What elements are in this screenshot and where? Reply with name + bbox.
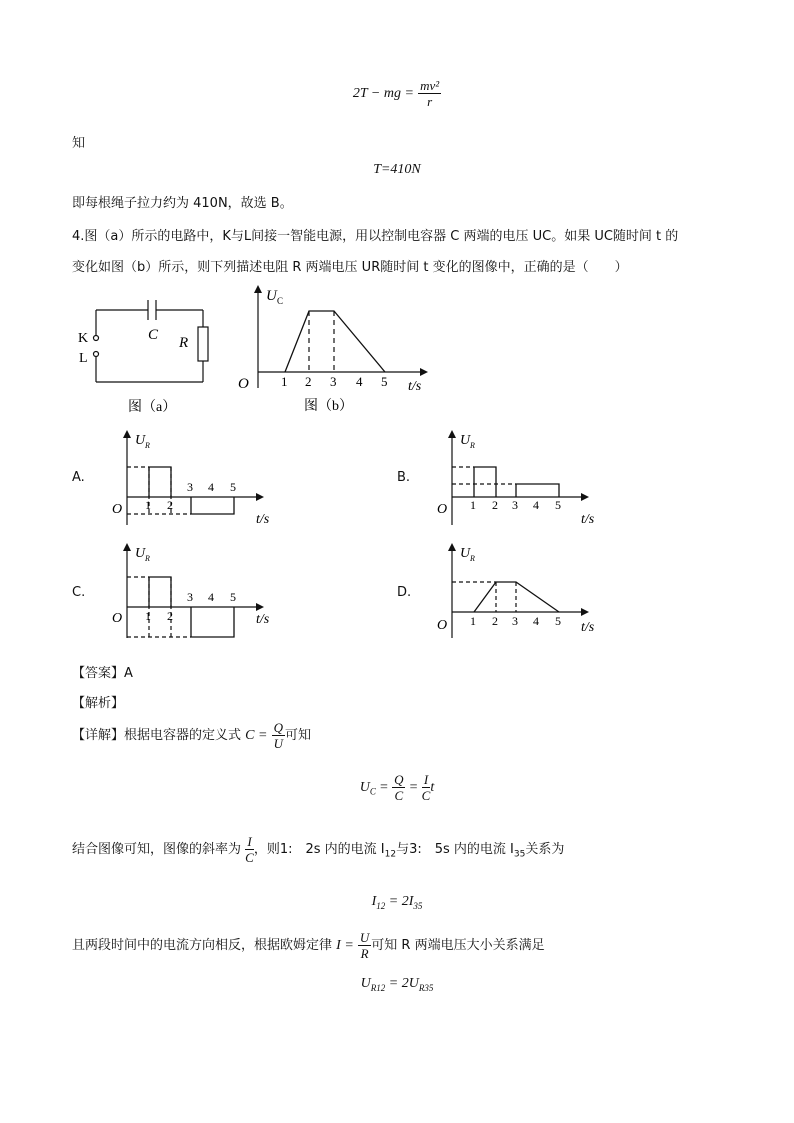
- eqU-mid: = 2U: [385, 976, 419, 991]
- tick-D-5: 5: [555, 614, 561, 628]
- ylabel-C-sub: R: [145, 554, 150, 563]
- answer-value: A: [124, 666, 133, 681]
- xlabel-B: t/s: [581, 512, 595, 527]
- ylabel-C: U: [135, 546, 146, 561]
- slope-text-2: ，则1: 2s 内的电流 I: [253, 842, 385, 857]
- ohm-text-2: 可知 R 两端电压大小关系满足: [371, 938, 545, 953]
- tick-D-3: 3: [512, 614, 518, 628]
- eqI-sub-2: 35: [413, 900, 423, 911]
- origin-B: O: [437, 502, 448, 517]
- detail-text-2: 可知: [285, 728, 312, 743]
- uc-t: t: [430, 780, 435, 795]
- ylabel-b: U: [266, 288, 277, 304]
- origin-C: O: [112, 611, 123, 626]
- question-line-1: 4.图（a）所示的电路中，K与L间接一智能电源，用以控制电容器 C 两端的电压 UC。如果 UC随时间 t 的: [72, 229, 679, 244]
- fraction-numerator: mv²: [420, 78, 440, 93]
- tick-b-2: 2: [305, 374, 312, 389]
- ohm-line: [72, 930, 545, 961]
- tick-B-2: 2: [492, 498, 498, 512]
- xlabel-b: t/s: [408, 379, 422, 394]
- tick-B-5: 5: [555, 498, 561, 512]
- equation-voltage: [0, 976, 794, 993]
- label-R: R: [179, 335, 189, 351]
- fraction-I-C-slope: [245, 834, 254, 865]
- eqI-lhs: I: [371, 894, 377, 909]
- tick-A-3: 3: [187, 480, 193, 494]
- eqU-sub-2: R35: [418, 982, 434, 993]
- fraction-Q-U: [272, 720, 285, 751]
- eqI-sub-1: 12: [376, 900, 386, 911]
- tick-D-4: 4: [533, 614, 539, 628]
- question-line-2: 变化如图（b）所示，则下列描述电阻 R 两端电压 UR随时间 t 变化的图像中，正确的是（ ）: [72, 260, 628, 275]
- option-A-label[interactable]: A.: [72, 470, 85, 485]
- tick-D-1: 1: [470, 614, 476, 628]
- analysis-tag: 【解析】: [72, 696, 125, 711]
- fraction-U-R: [358, 930, 371, 961]
- caption-b: 图（b）: [304, 399, 353, 414]
- label-C: C: [148, 327, 159, 343]
- xlabel-C: t/s: [256, 612, 270, 627]
- ylabel-A-sub: R: [145, 441, 150, 450]
- text-zhi: 知: [72, 136, 86, 151]
- ohm-text-1: 且两段时间中的电流方向相反，根据欧姆定律: [72, 938, 333, 953]
- detail-line: [72, 720, 311, 751]
- text-conclusion: 即每根绳子拉力约为 410N，故选 B。: [72, 196, 293, 211]
- fraction-denominator: C: [245, 850, 254, 865]
- origin-A: O: [112, 502, 123, 517]
- slope-text-1: 结合图像可知，图像的斜率为: [72, 842, 242, 857]
- figure-b-uc-graph: [230, 282, 440, 417]
- tick-C-5: 5: [230, 590, 236, 604]
- fraction-numerator: I: [245, 834, 254, 850]
- uc-eq-1: =: [380, 780, 388, 795]
- tick-b-3: 3: [330, 374, 337, 389]
- tick-A-2: 2: [167, 498, 173, 512]
- tick-B-4: 4: [533, 498, 539, 512]
- tick-C-1: 1: [145, 609, 151, 623]
- equation-uc: [0, 772, 794, 803]
- option-B-graph[interactable]: [425, 427, 605, 532]
- tick-D-2: 2: [492, 614, 498, 628]
- tick-B-1: 1: [470, 498, 476, 512]
- slope-sub-1: 12: [384, 849, 397, 860]
- caption-a: 图（a）: [128, 400, 177, 415]
- option-C-graph[interactable]: [100, 540, 280, 645]
- origin-D: O: [437, 618, 448, 633]
- tick-A-5: 5: [230, 480, 236, 494]
- label-L: L: [79, 351, 88, 366]
- tick-b-5: 5: [381, 374, 388, 389]
- detail-text-1: 根据电容器的定义式: [124, 728, 242, 743]
- equation-current: [0, 894, 794, 911]
- uc-curve: [285, 311, 385, 372]
- slope-line: [72, 834, 564, 865]
- tick-C-2: 2: [167, 609, 173, 623]
- equation-newton: [0, 78, 794, 109]
- ylabel-D: U: [460, 546, 471, 561]
- tick-C-3: 3: [187, 590, 193, 604]
- tick-B-3: 3: [512, 498, 518, 512]
- fraction-numerator: Q: [273, 720, 283, 735]
- eqI-mid: = 2I: [385, 894, 414, 909]
- tick-A-4: 4: [208, 480, 214, 494]
- fraction-denominator: U: [273, 736, 283, 751]
- ylabel-A: U: [135, 433, 146, 448]
- ylabel-B: U: [460, 433, 471, 448]
- xlabel-D: t/s: [581, 620, 595, 635]
- fraction-numerator: I: [422, 772, 431, 788]
- slope-text-4: 关系为: [525, 842, 565, 857]
- equation-tension: T=410N: [373, 162, 421, 177]
- uc-eq-2: =: [409, 780, 418, 795]
- slope-text-3: 与3: 5s 内的电流 I: [396, 842, 514, 857]
- option-B-label[interactable]: B.: [397, 470, 411, 485]
- fraction-Q-C: [392, 772, 405, 803]
- fraction-denominator: R: [360, 946, 369, 961]
- uc-lhs: U: [359, 780, 370, 795]
- fraction-denominator: C: [421, 788, 431, 803]
- tick-b-4: 4: [356, 374, 363, 389]
- ylabel-B-sub: R: [470, 441, 475, 450]
- fraction-denominator: C: [394, 788, 404, 803]
- fraction-numerator: Q: [394, 772, 404, 787]
- answer-tag: 【答案】: [72, 666, 125, 681]
- fraction-numerator: U: [359, 930, 370, 945]
- detail-formula-lhs: C =: [245, 728, 268, 743]
- xlabel-A: t/s: [256, 512, 270, 527]
- slope-sub-2: 35: [513, 849, 526, 860]
- fraction-mv2-r: [418, 78, 441, 109]
- ylabel-D-sub: R: [470, 554, 475, 563]
- ohm-lhs: I =: [336, 938, 354, 953]
- option-D-label[interactable]: D.: [397, 585, 412, 600]
- option-D-graph[interactable]: [425, 540, 605, 645]
- figure-a-circuit: [70, 285, 230, 420]
- detail-tag: 【详解】: [72, 728, 125, 743]
- eqU-sub-1: R12: [370, 982, 386, 993]
- tick-A-1: 1: [145, 498, 151, 512]
- tick-C-4: 4: [208, 590, 214, 604]
- uc-lhs-sub: C: [369, 786, 376, 797]
- origin-b: O: [238, 376, 249, 392]
- option-A-graph[interactable]: [100, 427, 280, 532]
- ylabel-b-sub: C: [277, 296, 284, 306]
- answer-line: [72, 662, 133, 681]
- tick-b-1: 1: [281, 374, 288, 389]
- option-C-label[interactable]: C.: [72, 585, 86, 600]
- equation-lhs: 2T − mg =: [352, 86, 414, 101]
- fraction-denominator: r: [427, 94, 433, 109]
- eqU-lhs: U: [360, 976, 371, 991]
- label-K: K: [78, 331, 89, 346]
